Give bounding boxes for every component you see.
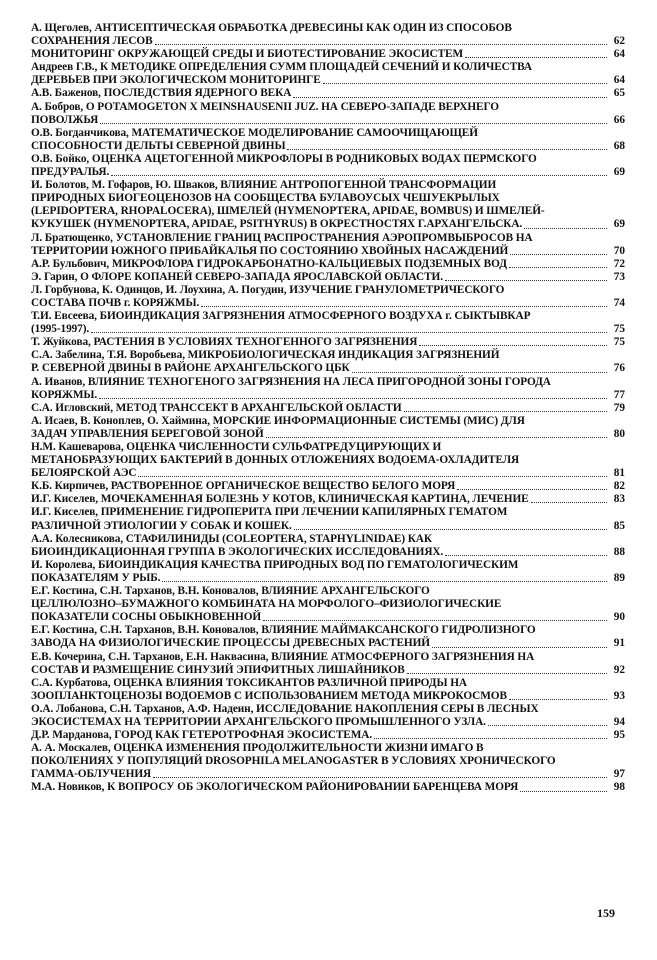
toc-entry-line: А.Р. Бульбович, МИКРОФЛОРА ГИДРОКАРБОНАТНО-КАЛЬЦИЕВЫХ ПОДЗЕМНЫХ ВОД	[31, 257, 507, 270]
toc-entry-line: ТЕРРИТОРИИ ЮЖНОГО ПРИБАЙКАЛЬЯ ПО СОСТОЯНИЮ ХВОЙНЫХ НАСАЖДЕНИЙ	[31, 244, 509, 257]
toc-page-number: 94	[613, 715, 625, 728]
toc-page-number: 81	[613, 467, 625, 480]
toc-page-number: 69	[613, 218, 625, 231]
toc-entry-line: ПРЕДУРАЛЬЯ.	[31, 166, 110, 179]
table-of-contents	[31, 22, 625, 795]
toc-entry-line: (1995-1997).	[31, 323, 90, 336]
dot-leader	[263, 619, 607, 621]
toc-page-number: 73	[613, 270, 625, 283]
toc-page-number: 88	[613, 545, 625, 558]
toc-page-number: 69	[613, 166, 625, 179]
toc-entry	[31, 441, 625, 480]
toc-page-number: 76	[613, 362, 625, 375]
toc-entry	[31, 336, 625, 349]
dot-leader	[111, 174, 607, 176]
toc-entry-line: (LEPIDOPTERA, RHOPALOCERA), ШМЕЛЕЙ (HYMENOPTERA, APIDAE, BOMBUS) И ШМЕЛЕЙ-	[31, 205, 545, 218]
toc-entry-line: А.А. Колесникова, СТАФИЛИНИДЫ (COLEOPTERA, STAPHYLINIDAE) КАК	[31, 532, 432, 545]
toc-entry-line: СОХРАНЕНИЯ ЛЕСОВ	[31, 35, 153, 48]
toc-entry	[31, 493, 625, 506]
toc-entry	[31, 271, 625, 284]
toc-page-number: 72	[613, 257, 625, 270]
toc-entry-line: Л. Братющенко, УСТАНОВЛЕНИЕ ГРАНИЦ РАСПРОСТРАНЕНИЯ АЭРОПРОМВЫБРОСОВ НА	[31, 231, 533, 244]
toc-entry-line: А. Исаев, В. Коноплев, О. Хаймина, МОРСКИЕ ИНФОРМАЦИОННЫЕ СИСТЕМЫ (МИС) ДЛЯ	[31, 414, 525, 427]
toc-entry-line: Т. Жуйкова, РАСТЕНИЯ В УСЛОВИЯХ ТЕХНОГЕННОГО ЗАГРЯЗНЕНИЯ	[31, 336, 418, 349]
toc-page-number: 65	[613, 87, 625, 100]
toc-entry-line: БИОИНДИКАЦИОННАЯ ГРУППА В ЭКОЛОГИЧЕСКИХ ИССЛЕДОВАНИЯХ.	[31, 545, 444, 558]
dot-leader	[407, 672, 607, 674]
toc-entry-line: Е.В. Кочерина, С.Н. Тарханов, Е.Н. Наквасина, ВЛИЯНИЕ АТМОСФЕРНОГО ЗАГРЯЗНЕНИЯ НА	[31, 650, 535, 663]
toc-entry	[31, 742, 625, 781]
toc-entry	[31, 651, 625, 677]
toc-entry	[31, 415, 625, 441]
toc-entry	[31, 179, 625, 231]
toc-page-number: 77	[613, 388, 625, 401]
toc-entry-line: Е.Г. Костина, С.Н. Тарханов, В.Н. Коновалов, ВЛИЯНИЕ МАЙМАКСАНСКОГО ГИДРОЛИЗНОГО	[31, 624, 536, 637]
toc-entry-line: СОСТАВА ПОЧВ г. КОРЯЖМЫ.	[31, 296, 200, 309]
toc-entry	[31, 677, 625, 703]
toc-page-number: 74	[613, 296, 625, 309]
toc-entry-line: КУКУШЕК (HYMENOPTERA, APIDAE, PSITHYRUS) В ОКРЕСТНОСТЯХ Г.АРХАНГЕЛЬСКА.	[31, 218, 523, 231]
dot-leader	[531, 501, 607, 503]
toc-entry-line: ПРИРОДНЫХ БИОГЕОЦЕНОЗОВ НА СООБЩЕСТВА БУЛАВОУСЫХ ЧЕШУЕКРЫЛЫХ	[31, 192, 500, 205]
toc-entry-line: И.Г. Киселев, ПРИМЕНЕНИЕ ГИДРОПЕРИТА ПРИ ЛЕЧЕНИИ КАПИЛЯРНЫХ ГЕМАТОМ	[31, 506, 508, 519]
toc-entry-line: ДЕРЕВЬЕВ ПРИ ЭКОЛОГИЧЕСКОМ МОНИТОРИНГЕ	[31, 74, 321, 87]
toc-entry-line: РАЗЛИЧНОЙ ЭТИОЛОГИИ У СОБАК И КОШЕК.	[31, 519, 292, 532]
toc-page-number: 95	[613, 729, 625, 742]
toc-entry	[31, 87, 625, 100]
toc-entry-line: МЕТАНОБРАЗУЮЩИХ БАКТЕРИЙ В ДОННЫХ ОТЛОЖЕНИЯХ ВОДОЕМА-ОХЛАДИТЕЛЯ	[31, 454, 520, 467]
toc-entry	[31, 781, 625, 794]
toc-page-number: 85	[613, 519, 625, 532]
toc-entry	[31, 585, 625, 624]
dot-leader	[100, 122, 607, 124]
toc-entry	[31, 232, 625, 258]
toc-entry	[31, 310, 625, 336]
toc-entry	[31, 533, 625, 559]
dot-leader	[352, 371, 607, 373]
toc-page-number: 92	[613, 663, 625, 676]
toc-entry-line: И. Болотов, М. Гофаров, Ю. Шваков, ВЛИЯНИЕ АНТРОПОГЕННОЙ ТРАНСФОРМАЦИИ	[31, 179, 497, 192]
toc-page-number: 64	[613, 48, 625, 61]
toc-page-number: 66	[613, 113, 625, 126]
toc-page-number: 70	[613, 244, 625, 257]
toc-page-number: 80	[613, 427, 625, 440]
toc-entry	[31, 258, 625, 271]
toc-entry-line: А. Бобров, О POTAMOGETON X MEINSHAUSENII JUZ. НА СЕВЕРО-ЗАПАДЕ ВЕРХНЕГО	[31, 100, 499, 113]
toc-entry	[31, 559, 625, 585]
toc-page-number: 90	[613, 611, 625, 624]
dot-leader	[524, 227, 607, 229]
toc-page-number: 75	[613, 336, 625, 349]
toc-entry-line: ЗООПЛАНКТОЦЕНОЗЫ ВОДОЕМОВ С ИСПОЛЬЗОВАНИЕМ МЕТОДА МИКРОКОСМОВ	[31, 689, 507, 702]
toc-entry	[31, 48, 625, 61]
dot-leader	[374, 737, 607, 739]
toc-entry	[31, 624, 625, 650]
toc-entry-line: Р. СЕВЕРНОЙ ДВИНЫ В РАЙОНЕ АРХАНГЕЛЬСКОГО ЦБК	[31, 362, 350, 375]
dot-leader	[99, 397, 607, 399]
dot-leader	[520, 790, 607, 792]
toc-entry	[31, 61, 625, 87]
toc-page-number: 89	[613, 571, 625, 584]
toc-entry-line: ПОКОЛЕНИЯХ У ПОПУЛЯЦИЙ DROSOPHILA MELANOGASTER В УСЛОВИЯХ ХРОНИЧЕСКОГО	[31, 755, 556, 768]
toc-entry-line: Е.Г. Костина, С.Н. Тарханов, В.Н. Коновалов, ВЛИЯНИЕ АРХАНГЕЛЬСКОГО	[31, 585, 430, 598]
toc-entry	[31, 349, 625, 375]
dot-leader	[91, 331, 607, 333]
toc-entry-line: С.А. Курбатова, ОЦЕНКА ВЛИЯНИЯ ТОКСИКАНТОВ РАЗЛИЧНОЙ ПРИРОДЫ НА	[31, 676, 467, 689]
toc-entry-line: ГАММА-ОБЛУЧЕНИЯ	[31, 768, 152, 781]
dot-leader	[153, 776, 607, 778]
toc-entry-line: А. Щеголев, АНТИСЕПТИЧЕСКАЯ ОБРАБОТКА ДРЕВЕСИНЫ КАК ОДИН ИЗ СПОСОБОВ	[31, 22, 512, 34]
toc-entry-line: ПОВОЛЖЬЯ	[31, 113, 99, 126]
toc-entry	[31, 22, 625, 48]
dot-leader	[293, 96, 607, 98]
dot-leader	[510, 253, 607, 255]
dot-leader	[162, 580, 607, 582]
dot-leader	[201, 305, 607, 307]
toc-page-number: 91	[613, 637, 625, 650]
toc-entry	[31, 480, 625, 493]
dot-leader	[509, 698, 607, 700]
dot-leader	[138, 475, 607, 477]
toc-entry-line: О.В. Богданчикова, МАТЕМАТИЧЕСКОЕ МОДЕЛИРОВАНИЕ САМООЧИЩАЮЩЕЙ	[31, 126, 478, 139]
dot-leader	[294, 528, 607, 530]
toc-page-number: 97	[613, 768, 625, 781]
dot-leader	[287, 148, 607, 150]
page-number: 159	[597, 906, 615, 920]
toc-entry	[31, 127, 625, 153]
toc-entry-line: А. А. Москалев, ОЦЕНКА ИЗМЕНЕНИЯ ПРОДОЛЖИТЕЛЬНОСТИ ЖИЗНИ ИМАГО В	[31, 742, 484, 755]
dot-leader	[432, 646, 607, 648]
dot-leader	[457, 488, 607, 490]
toc-page-number: 83	[613, 493, 625, 506]
toc-entry-line: ЦЕЛЛЮЛОЗНО–БУМАЖНОГО КОМБИНАТА НА МОРФОЛОГО–ФИЗИОЛОГИЧЕСКИЕ	[31, 598, 502, 611]
toc-entry	[31, 703, 625, 729]
toc-entry-line: Андреев Г.В., К МЕТОДИКЕ ОПРЕДЕЛЕНИЯ СУММ ПЛОЩАДЕЙ СЕЧЕНИЙ И КОЛИЧЕСТВА	[31, 61, 532, 74]
toc-entry-line: КОРЯЖМЫ.	[31, 388, 98, 401]
toc-entry-line: Т.И. Евсеева, БИОИНДИКАЦИЯ ЗАГРЯЗНЕНИЯ АТМОСФЕРНОГО ВОЗДУХА г. СЫКТЫВКАР	[31, 310, 531, 323]
dot-leader	[465, 56, 607, 58]
toc-page-number: 62	[613, 35, 625, 48]
toc-entry-line: С.А. Игловский, МЕТОД ТРАНССЕКТ В АРХАНГЕЛЬСКОЙ ОБЛАСТИ	[31, 401, 402, 414]
toc-entry-line: МОНИТОРИНГ ОКРУЖАЮЩЕЙ СРЕДЫ И БИОТЕСТИРОВАНИЕ ЭКОСИСТЕМ	[31, 48, 464, 61]
toc-entry-line: Э. Гарин, О ФЛОРЕ КОПАНЕЙ СЕВЕРО-ЗАПАДА ЯРОСЛАВСКОЙ ОБЛАСТИ.	[31, 270, 443, 283]
toc-entry-line: СОСТАВ И РАЗМЕЩЕНИЕ СИНУЗИЙ ЭПИФИТНЫХ ЛИШАЙНИКОВ	[31, 663, 405, 676]
toc-page-number: 98	[613, 781, 625, 794]
toc-entry-line: ПОКАЗАТЕЛИ СОСНЫ ОБЫКНОВЕННОЙ	[31, 611, 262, 624]
toc-page-number: 93	[613, 689, 625, 702]
toc-entry-line: ЭКОСИСТЕМАХ НА ТЕРРИТОРИИ АРХАНГЕЛЬСКОГО ПРОМЫШЛЕННОГО УЗЛА.	[31, 715, 486, 728]
toc-entry-line: К.Б. Кирпичев, РАСТВОРЕННОЕ ОРГАНИЧЕСКОЕ ВЕЩЕСТВО БЕЛОГО МОРЯ	[31, 480, 456, 493]
toc-entry-line: С.А. Забелина, Т.Я. Воробьева, МИКРОБИОЛОГИЧЕСКАЯ ИНДИКАЦИЯ ЗАГРЯЗНЕНИЙ	[31, 349, 500, 362]
toc-entry-line: И. Королева, БИОИНДИКАЦИЯ КАЧЕСТВА ПРИРОДНЫХ ВОД ПО ГЕМАТОЛОГИЧЕСКИМ	[31, 558, 519, 571]
toc-entry	[31, 402, 625, 415]
toc-entry	[31, 101, 625, 127]
toc-page-number: 79	[613, 401, 625, 414]
toc-entry-line: ПОКАЗАТЕЛЯМ У РЫБ.	[31, 571, 161, 584]
toc-page-number: 75	[613, 323, 625, 336]
toc-entry-line: Н.М. Кашеварова, ОЦЕНКА ЧИСЛЕННОСТИ СУЛЬФАТРЕДУЦИРУЮЩИХ И	[31, 441, 442, 453]
toc-entry-line: О.А. Лобанова, С.Н. Тарханов, А.Ф. Надеин, ИССЛЕДОВАНИЕ НАКОПЛЕНИЯ СЕРЫ В ЛЕСНЫХ	[31, 702, 539, 715]
toc-page-number: 68	[613, 139, 625, 152]
dot-leader	[404, 410, 607, 412]
dot-leader	[445, 554, 607, 556]
toc-entry-line: А.В. Баженов, ПОСЛЕДСТВИЯ ЯДЕРНОГО ВЕКА	[31, 87, 292, 100]
toc-entry-line: СПОСОБНОСТИ ДЕЛЬТЫ СЕВЕРНОЙ ДВИНЫ	[31, 139, 286, 152]
toc-entry-line: Д.Р. Марданова, ГОРОД КАК ГЕТЕРОТРОФНАЯ ЭКОСИСТЕМА.	[31, 729, 373, 742]
toc-entry-line: И.Г. Киселев, МОЧЕКАМЕННАЯ БОЛЕЗНЬ У КОТОВ, КЛИНИЧЕСКАЯ КАРТИНА, ЛЕЧЕНИЕ	[31, 493, 529, 506]
toc-page-number: 64	[613, 74, 625, 87]
dot-leader	[445, 279, 607, 281]
dot-leader	[266, 436, 607, 438]
toc-entry	[31, 506, 625, 532]
toc-entry	[31, 376, 625, 402]
toc-entry	[31, 284, 625, 310]
dot-leader	[509, 266, 607, 268]
dot-leader	[488, 724, 607, 726]
toc-entry-line: О.В. Бойко, ОЦЕНКА АЦЕТОГЕННОЙ МИКРОФЛОРЫ В РОДНИКОВЫХ ВОДАХ ПЕРМСКОГО	[31, 152, 537, 165]
dot-leader	[323, 82, 607, 84]
toc-entry-line: БЕЛОЯРСКОЙ АЭС	[31, 467, 137, 480]
toc-page-number: 82	[613, 480, 625, 493]
toc-entry	[31, 729, 625, 742]
toc-entry-line: М.А. Новиков, К ВОПРОСУ ОБ ЭКОЛОГИЧЕСКОМ РАЙОНИРОВАНИИ БАРЕНЦЕВА МОРЯ	[31, 781, 519, 794]
dot-leader	[419, 344, 607, 346]
toc-entry-line: ЗАВОДА НА ФИЗИОЛОГИЧЕСКИЕ ПРОЦЕССЫ ДРЕВЕСНЫХ РАСТЕНИЙ	[31, 637, 430, 650]
toc-entry-line: А. Иванов, ВЛИЯНИЕ ТЕХНОГЕНОГО ЗАГРЯЗНЕНИЯ НА ЛЕСА ПРИГОРОДНОЙ ЗОНЫ ГОРОДА	[31, 375, 551, 388]
toc-entry	[31, 153, 625, 179]
toc-entry-line: Л. Горбунова, К. Одинцов, И. Лоухина, А. Погудин, ИЗУЧЕНИЕ ГРАНУЛОМЕТРИЧЕСКОГО	[31, 283, 505, 296]
toc-entry-line: ЗАДАЧ УПРАВЛЕНИЯ БЕРЕГОВОЙ ЗОНОЙ	[31, 427, 264, 440]
dot-leader	[155, 43, 607, 45]
